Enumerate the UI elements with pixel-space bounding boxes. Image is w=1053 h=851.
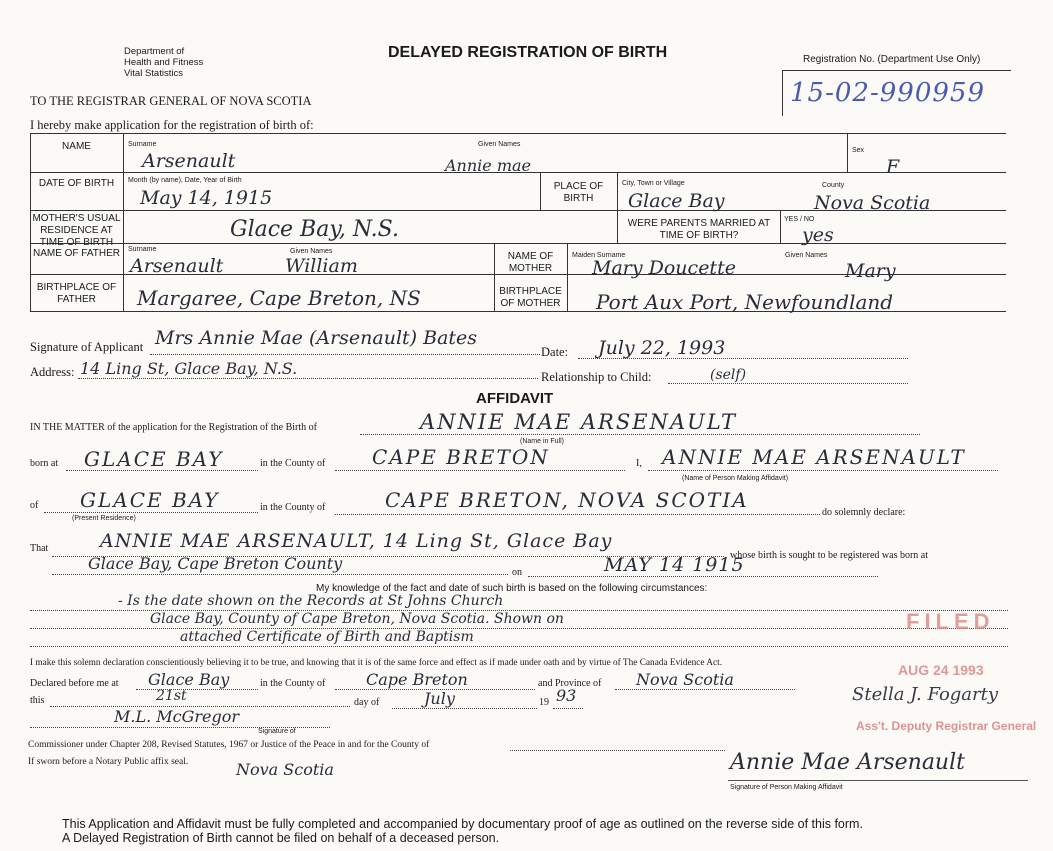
vital-line: Vital Statistics bbox=[124, 68, 183, 79]
name-in-full-caption: (Name in Full) bbox=[520, 438, 564, 445]
born-county-label: in the County of bbox=[260, 458, 326, 469]
footer-line-1: This Application and Affidavit must be fully completed and accompanied by documentary proof of age as outlined on the reverse side of this form. bbox=[62, 817, 863, 831]
that-value: ANNIE MAE ARSENAULT, 14 Ling St, Glace Bay bbox=[100, 530, 613, 552]
applicant-signature-label: Signature of Applicant bbox=[30, 340, 144, 354]
declaration-text: I make this solemn declaration conscientiously believing it to be true, and knowing that it is of the same force and effect as if made under oath and by virtue of The Canada Evidence Act. bbox=[30, 658, 723, 668]
residence-value-affidavit: GLACE BAY bbox=[80, 488, 220, 512]
mother-birthplace-label: BIRTHPLACE OF MOTHER bbox=[499, 286, 562, 309]
circumstance-2: Glace Bay, County of Cape Breton, Nova Scotia. Shown on bbox=[150, 611, 564, 627]
signature-of-caption: Signature of bbox=[258, 728, 296, 735]
affiant-signature-caption: Signature of Person Making Affidavit bbox=[730, 784, 843, 791]
deputy-title: Ass't. Deputy Registrar General bbox=[856, 719, 1037, 733]
applicant-date: July 22, 1993 bbox=[598, 337, 726, 359]
surname-value: Arsenault bbox=[142, 150, 236, 172]
address-value: 14 Ling St, Glace Bay, N.S. bbox=[80, 359, 298, 378]
province-value: Nova Scotia bbox=[636, 670, 734, 689]
registration-number: 15-02-990959 bbox=[790, 78, 985, 108]
born-at-value: GLACE BAY bbox=[84, 447, 224, 471]
deputy-signature: Stella J. Fogarty bbox=[852, 684, 999, 705]
father-birthplace-label: BIRTHPLACE OF FATHER bbox=[36, 282, 117, 305]
declared-county-label: in the County of bbox=[260, 678, 326, 689]
mother-name-label: NAME OF MOTHER bbox=[507, 251, 554, 274]
residence-label: MOTHER'S USUAL RESIDENCE AT TIME OF BIRTH bbox=[32, 213, 121, 248]
page-title: DELAYED REGISTRATION OF BIRTH bbox=[388, 44, 668, 61]
given-names-value: Annie mae bbox=[445, 156, 532, 175]
declared-county-value: Cape Breton bbox=[366, 670, 468, 689]
born-at-label: born at bbox=[30, 458, 59, 469]
given-names-label: Given Names bbox=[478, 141, 521, 148]
married-value: yes bbox=[802, 224, 834, 246]
province-label: and Province of bbox=[538, 678, 602, 689]
notary-text: If sworn before a Notary Public affix seal. bbox=[28, 757, 189, 767]
filed-date-stamp: AUG 24 1993 bbox=[898, 662, 984, 678]
present-residence-caption: (Present Residence) bbox=[72, 515, 136, 522]
department-line: Department of bbox=[124, 46, 185, 57]
this-label: this bbox=[30, 695, 45, 706]
relationship-label: Relationship to Child: bbox=[541, 370, 652, 384]
month-value: July bbox=[424, 689, 455, 708]
year-prefix: 19 bbox=[539, 697, 549, 708]
city-label: City, Town or Village bbox=[622, 180, 685, 187]
circumstance-1: - Is the date shown on the Records at St Johns Church bbox=[118, 593, 504, 609]
dob-sublabel: Month (by name), Date, Year of Birth bbox=[128, 177, 242, 184]
applicant-signature: Mrs Annie Mae (Arsenault) Bates bbox=[155, 327, 478, 349]
sex-label: Sex bbox=[852, 147, 865, 154]
father-given-value: William bbox=[285, 255, 358, 277]
residence-county-value: CAPE BRETON, NOVA SCOTIA bbox=[385, 488, 749, 512]
applicant-date-label: Date: bbox=[541, 345, 569, 359]
city-value: Glace Bay bbox=[628, 190, 725, 212]
on-label: on bbox=[512, 567, 522, 578]
affiant-name: ANNIE MAE ARSENAULT bbox=[662, 445, 966, 469]
mother-given-label: Given Names bbox=[785, 252, 828, 259]
sex-value: F bbox=[886, 156, 900, 178]
name-label: NAME bbox=[62, 141, 91, 152]
father-birthplace-value: Margaree, Cape Breton, NS bbox=[137, 286, 421, 310]
maiden-label: Maiden Surname bbox=[572, 252, 626, 259]
affidavit-title: AFFIDAVIT bbox=[476, 390, 554, 407]
father-surname-value: Arsenault bbox=[130, 255, 224, 277]
county-value: Nova Scotia bbox=[814, 192, 931, 214]
circumstance-3: attached Certificate of Birth and Baptism bbox=[180, 629, 474, 645]
whose-birth-text: whose birth is sought to be registered was born at bbox=[730, 550, 929, 561]
county-label: County bbox=[822, 182, 845, 189]
father-name-label: NAME OF FATHER bbox=[32, 248, 121, 259]
matter-name: ANNIE MAE ARSENAULT bbox=[420, 410, 738, 434]
commissioner-text: Commissioner under Chapter 208, Revised Statutes, 1967 or Justice of the Peace in and for the County of bbox=[28, 740, 430, 750]
to-registrar: TO THE REGISTRAR GENERAL OF NOVA SCOTIA bbox=[30, 94, 312, 108]
born-place-2: Glace Bay, Cape Breton County bbox=[88, 554, 343, 573]
yes-no-label: YES / NO bbox=[784, 216, 815, 223]
day-of-label: day of bbox=[354, 697, 380, 708]
residence-county-label: in the County of bbox=[260, 502, 326, 513]
father-surname-label: Surname bbox=[128, 246, 157, 253]
department-block bbox=[124, 46, 203, 79]
of-label: of bbox=[30, 500, 39, 511]
matter-label: IN THE MATTER of the application for the Registration of the Birth of bbox=[30, 422, 317, 433]
residence-value: Glace Bay, N.S. bbox=[230, 217, 399, 242]
registration-label: Registration No. (Department Use Only) bbox=[803, 54, 981, 65]
i-label: I, bbox=[636, 458, 642, 469]
solemnly-declare: do solemnly declare: bbox=[822, 507, 906, 518]
health-line: Health and Fitness bbox=[124, 57, 204, 68]
dob-label: DATE OF BIRTH bbox=[38, 178, 115, 189]
application-intro: I hereby make application for the registration of birth of: bbox=[30, 118, 314, 132]
day-number: 21st bbox=[156, 688, 187, 704]
that-label: That bbox=[30, 543, 49, 554]
relationship-value: (self) bbox=[710, 367, 747, 383]
affiant-signature: Annie Mae Arsenault bbox=[730, 750, 965, 775]
father-given-label: Given Names bbox=[290, 248, 333, 255]
surname-label: Surname bbox=[128, 141, 157, 148]
declared-at-value: Glace Bay bbox=[148, 670, 230, 689]
born-date-2: MAY 14 1915 bbox=[604, 554, 745, 576]
mother-given-value: Mary bbox=[845, 260, 896, 282]
commissioner-signature: M.L. McGregor bbox=[114, 707, 240, 726]
dob-value: May 14, 1915 bbox=[140, 187, 273, 209]
born-county-value: CAPE BRETON bbox=[372, 445, 550, 469]
place-of-birth-label: PLACE OF BIRTH bbox=[553, 181, 604, 204]
mother-birthplace-value: Port Aux Port, Newfoundland bbox=[596, 290, 894, 314]
declared-label: Declared before me at bbox=[30, 678, 119, 689]
affiant-caption: (Name of Person Making Affidavit) bbox=[682, 475, 789, 482]
notary-handwriting: Nova Scotia bbox=[236, 760, 334, 779]
filed-stamp: FILED bbox=[906, 609, 995, 634]
footer-line-2: A Delayed Registration of Birth cannot be filed on behalf of a deceased person. bbox=[62, 831, 500, 845]
address-label: Address: bbox=[30, 365, 75, 379]
married-label: WERE PARENTS MARRIED AT TIME OF BIRTH? bbox=[627, 218, 771, 241]
mother-maiden-value: Mary Doucette bbox=[592, 257, 736, 279]
knowledge-text: My knowledge of the fact and date of such birth is based on the following circumstances: bbox=[316, 583, 708, 594]
year-value: 93 bbox=[556, 686, 577, 705]
